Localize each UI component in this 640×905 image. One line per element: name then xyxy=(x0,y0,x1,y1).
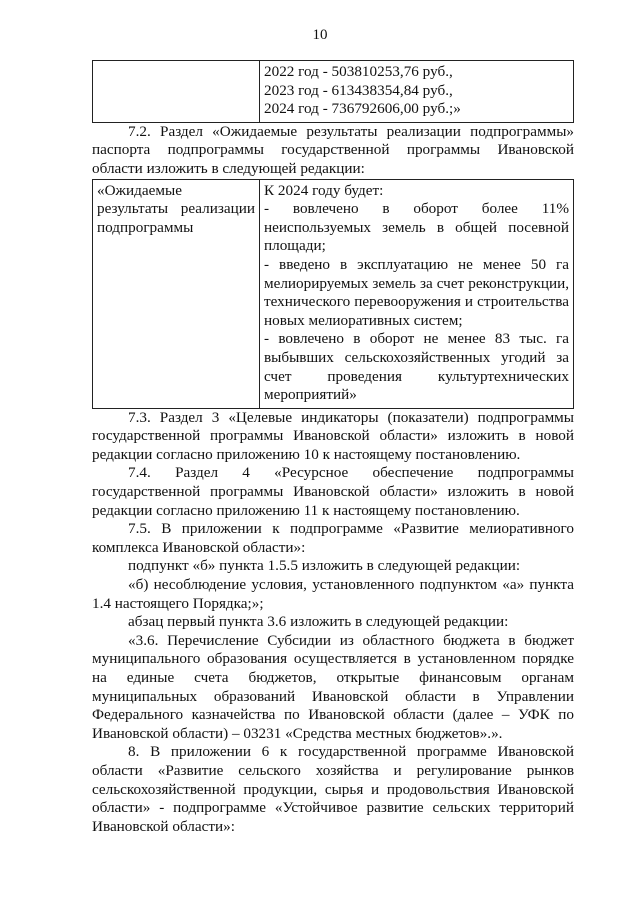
table-row xyxy=(93,179,574,408)
funding-table xyxy=(92,60,574,123)
line-abzac: абзац первый пункта 3.6 изложить в следующей редакции: xyxy=(128,613,509,631)
funding-line: 2024 год - 736792606,00 руб.;» xyxy=(264,100,461,118)
results-item: - вовлечено в оборот не менее 83 тыс. га выбывших сельскохозяйственных угодий за счет проведения культуртехнических мероприятий» xyxy=(264,330,569,404)
paragraph-7-2: 7.2. Раздел «Ожидаемые результаты реализации подпрограммы» паспорта подпрограммы государственной программы Ивановской области изложить в следующей редакции: xyxy=(92,122,574,177)
table-cell-results xyxy=(260,179,574,408)
line-sub-b: подпункт «б» пункта 1.5.5 изложить в следующей редакции: xyxy=(128,557,521,575)
results-item: - введено в эксплуатацию не менее 50 га мелиорируемых земель за счет реконструкции, технического перевооружения и строительства новых мелиоративных систем; xyxy=(264,255,569,329)
table-cell-empty xyxy=(93,61,260,123)
paragraph-b: «б) несоблюдение условия, установленного подпунктом «а» пункта 1.4 настоящего Порядка;»; xyxy=(92,576,574,612)
page-number: 10 xyxy=(312,27,328,43)
paragraph-8: 8. В приложении 6 к государственной программе Ивановской области «Развитие сельского хозяйства и регулирование рынков сельскохозяйственной продукции, сырья и продовольствия Ивановской области» - подпрограмме «Устойчивое развитие сельских территорий Ивановской области»: xyxy=(92,743,574,835)
table-cell-funding xyxy=(260,61,574,123)
paragraph-7-4: 7.4. Раздел 4 «Ресурсное обеспечение подпрограммы государственной программы Ивановской области» изложить в новой редакции согласно приложению 11 к настоящему постановлению. xyxy=(92,464,574,519)
results-item: - вовлечено в оборот более 11% неиспользуемых земель в общей посевной площади; xyxy=(264,200,569,255)
paragraph-3-6: «3.6. Перечисление Субсидии из областного бюджета в бюджет муниципального образования осуществляется в установленном порядке на единые счета бюджетов, открытые финансовым органам муниципальных образований Ивановской области в Управлении Федерального казначейства по Ивановской области (далее – УФК по Ивановской области) – 03231 «Средства местных бюджетов».». xyxy=(92,631,574,742)
table-row xyxy=(93,61,574,123)
paragraph-7-5: 7.5. В приложении к подпрограмме «Развитие мелиоративного комплекса Ивановской области»: xyxy=(92,520,574,556)
results-heading: К 2024 году будет: xyxy=(264,181,384,199)
document-body xyxy=(92,60,574,836)
funding-line: 2022 год - 503810253,76 руб., xyxy=(264,63,453,80)
expected-results-table xyxy=(92,179,574,409)
funding-line: 2023 год - 613438354,84 руб., xyxy=(264,81,453,99)
paragraph-7-3: 7.3. Раздел 3 «Целевые индикаторы (показатели) подпрограммы государственной программы Ивановской области» изложить в новой редакции согласно приложению 10 к настоящему постановлению. xyxy=(92,408,574,463)
table-cell-label: «Ожидаемые результаты реализации подпрограммы xyxy=(93,179,260,408)
